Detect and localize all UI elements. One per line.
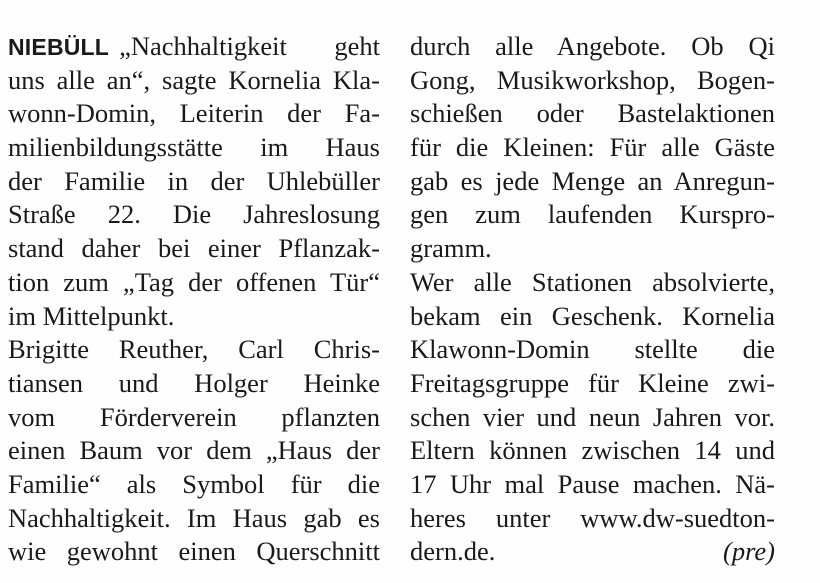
article-line: Freitagsgruppe für Kleine zwi- [410, 367, 775, 398]
author-initials: (pre) [723, 536, 775, 567]
article-line: schen vier und neun Jahren vor. [410, 401, 775, 432]
article-line: im Mittelpunkt. [8, 300, 175, 331]
article-line: heres unter www.dw-suedton- [410, 502, 775, 533]
article-column-right [410, 30, 775, 569]
article-line: 17 Uhr mal Pause machen. Nä- [410, 468, 775, 499]
article-line: schießen oder Bastelaktionen [410, 98, 775, 129]
article-line: vom Förderverein pflanzten [8, 401, 380, 432]
article-line: Gong, Musikworkshop, Bogen- [410, 64, 775, 95]
article-line: wonn-Domin, Leiterin der Fa- [8, 98, 380, 129]
article-line: milienbildungsstätte im Haus [8, 132, 380, 163]
article-line: uns alle an“, sagte Kornelia Kla- [8, 64, 380, 95]
article-line: der Familie in der Uhlebüller [8, 165, 380, 196]
article-line: einen Baum vor dem „Haus der [8, 435, 380, 466]
article-line: Nachhaltigkeit. Im Haus gab es [8, 502, 380, 533]
article-line: gen zum laufenden Kurspro- [410, 199, 775, 230]
article-line: wie gewohnt einen Querschnitt [8, 536, 380, 567]
article-line: Klawonn-Domin stellte die [410, 334, 775, 365]
article-line: für die Kleinen: Für alle Gäste [410, 132, 775, 163]
article-line: Wer alle Stationen absolvierte, [410, 266, 775, 297]
article-line [410, 535, 775, 569]
article-line: stand daher bei einer Pflanzak- [8, 233, 380, 264]
dateline: NIEBÜLL [8, 34, 110, 60]
article-line: tion zum „Tag der offenen Tür“ [8, 266, 380, 297]
article-line: Familie“ als Symbol für die [8, 468, 380, 499]
article-line: gramm. [410, 233, 492, 264]
article-line [8, 30, 380, 64]
article-line: tiansen und Holger Heinke [8, 367, 380, 398]
article-line-text: „Nachhaltigkeit geht [119, 31, 380, 61]
article-line: bekam ein Geschenk. Kornelia [410, 300, 775, 331]
article-line: gab es jede Menge an Anregun- [410, 165, 775, 196]
article-line: durch alle Angebote. Ob Qi [410, 31, 775, 61]
article-column-left [8, 30, 380, 569]
article-line-text: dern.de. [410, 536, 496, 567]
article-line: Eltern können zwischen 14 und [410, 435, 775, 466]
article-line: Brigitte Reuther, Carl Chris- [8, 334, 380, 365]
article-line: Straße 22. Die Jahreslosung [8, 199, 380, 230]
